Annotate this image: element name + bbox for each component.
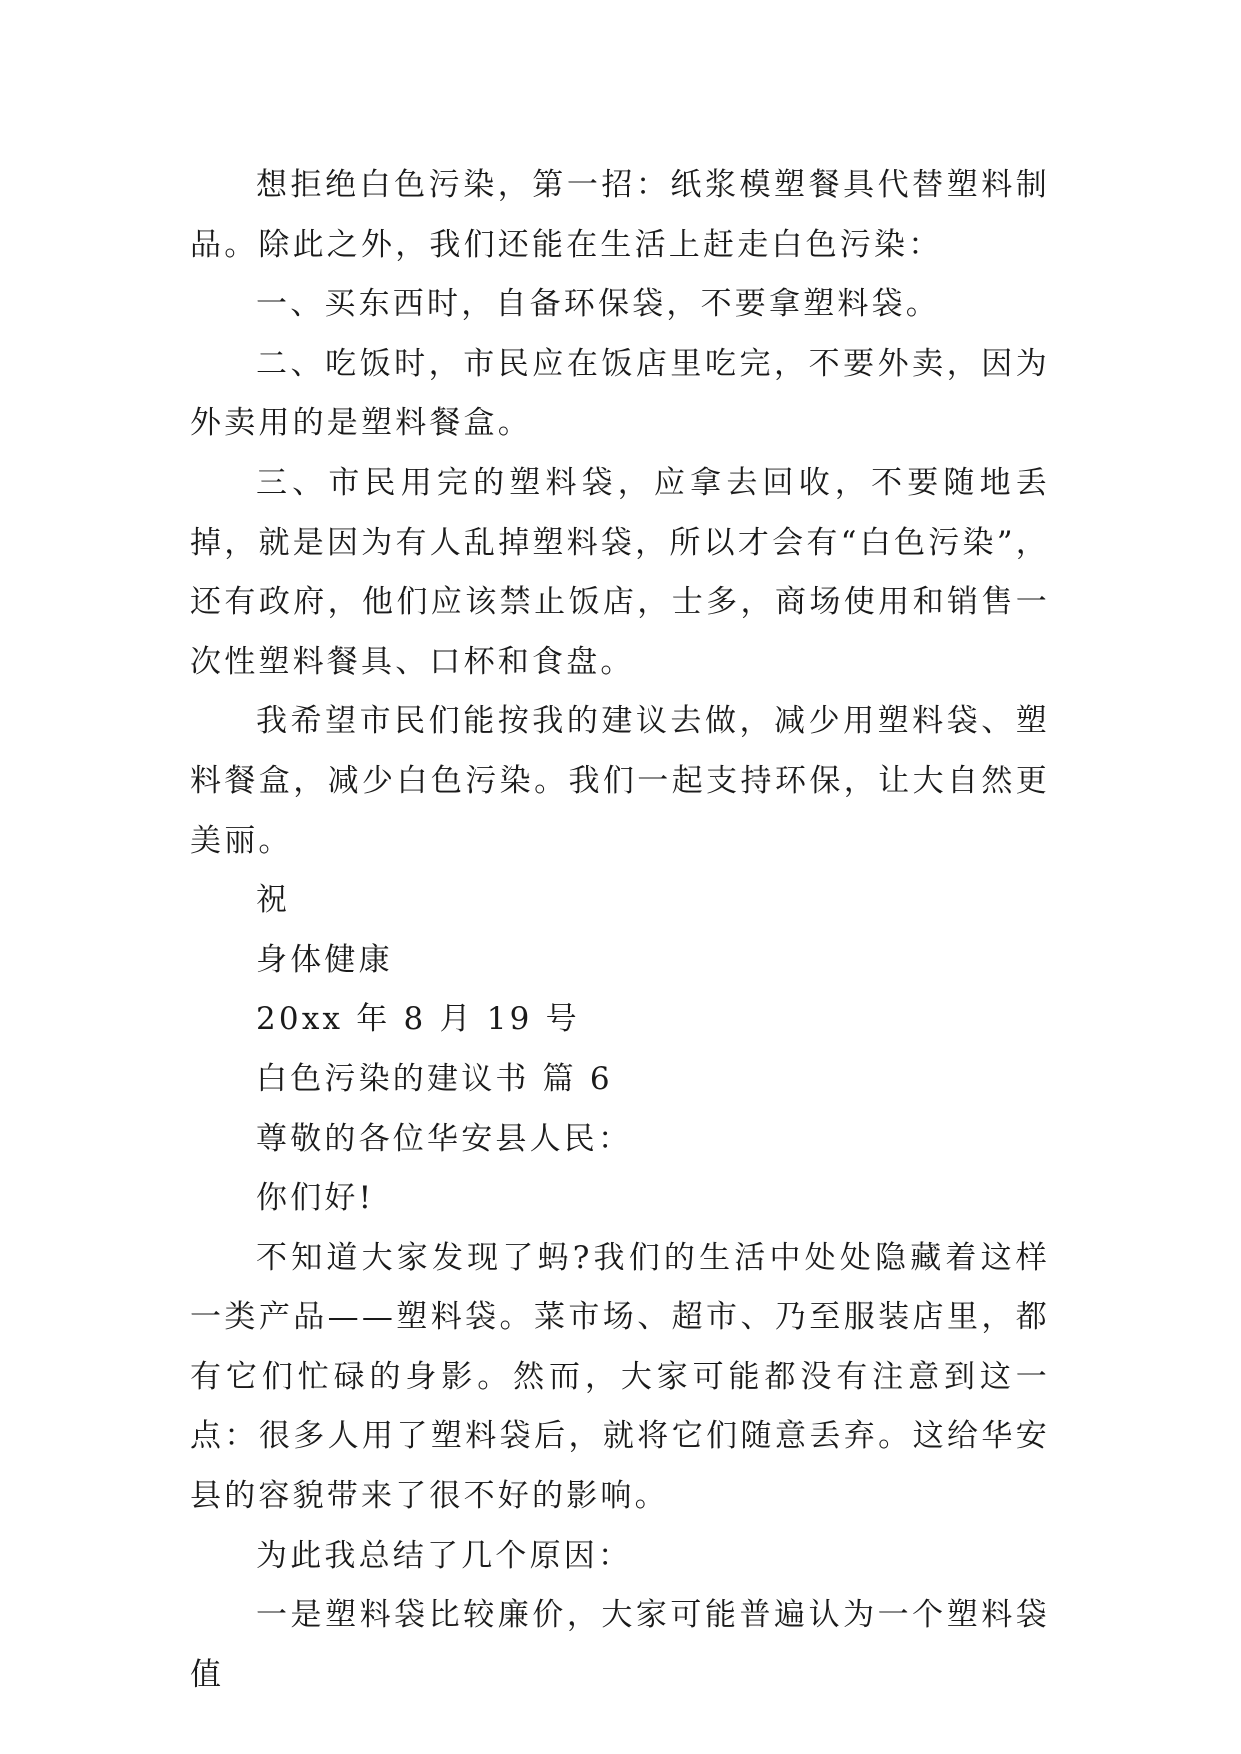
paragraph: 二、吃饭时，市民应在饭店里吃完，不要外卖，因为外卖用的是塑料餐盒。 — [190, 345, 1050, 442]
paragraph: 为此我总结了几个原因： — [256, 1537, 633, 1574]
greeting-address: 尊敬的各位华安县人民： — [256, 1120, 633, 1157]
paragraph: 一、买东西时，自备环保袋，不要拿塑料袋。 — [256, 286, 940, 323]
paragraph: 想拒绝白色污染，第一招：纸浆模塑餐具代替塑料制品。除此之外，我们还能在生活上赶走白色污染： — [190, 167, 1050, 263]
paragraph: 一是塑料袋比较廉价，大家可能普遍认为一个塑料袋值 — [190, 1597, 1050, 1693]
salutation-wish: 身体健康 — [256, 941, 393, 978]
greeting: 你们好! — [256, 1180, 375, 1217]
paragraph: 三、市民用完的塑料袋，应拿去回收，不要随地丢掉，就是因为有人乱掉塑料袋，所以才会有“白色污染”，还有政府，他们应该禁止饭店，士多，商场使用和销售一次性塑料餐具、口杯和食盘。 — [190, 464, 1050, 680]
document-body — [190, 156, 1050, 1705]
section-heading: 白色污染的建议书 篇 6 — [256, 1060, 613, 1097]
paragraph: 我希望市民们能按我的建议去做，减少用塑料袋、塑料餐盒，减少白色污染。我们一起支持环保，让大自然更美丽。 — [190, 703, 1050, 859]
paragraph: 不知道大家发现了蚂?我们的生活中处处隐藏着这样一类产品——塑料袋。菜市场、超市、乃至服装店里，都有它们忙碌的身影。然而，大家可能都没有注意到这一点：很多人用了塑料袋后，就将它们随意丢弃。这给华安县的容貌带来了很不好的影响。 — [190, 1239, 1050, 1515]
salutation: 祝 — [256, 882, 291, 919]
date-line: 20xx 年 8 月 19 号 — [256, 1001, 580, 1038]
